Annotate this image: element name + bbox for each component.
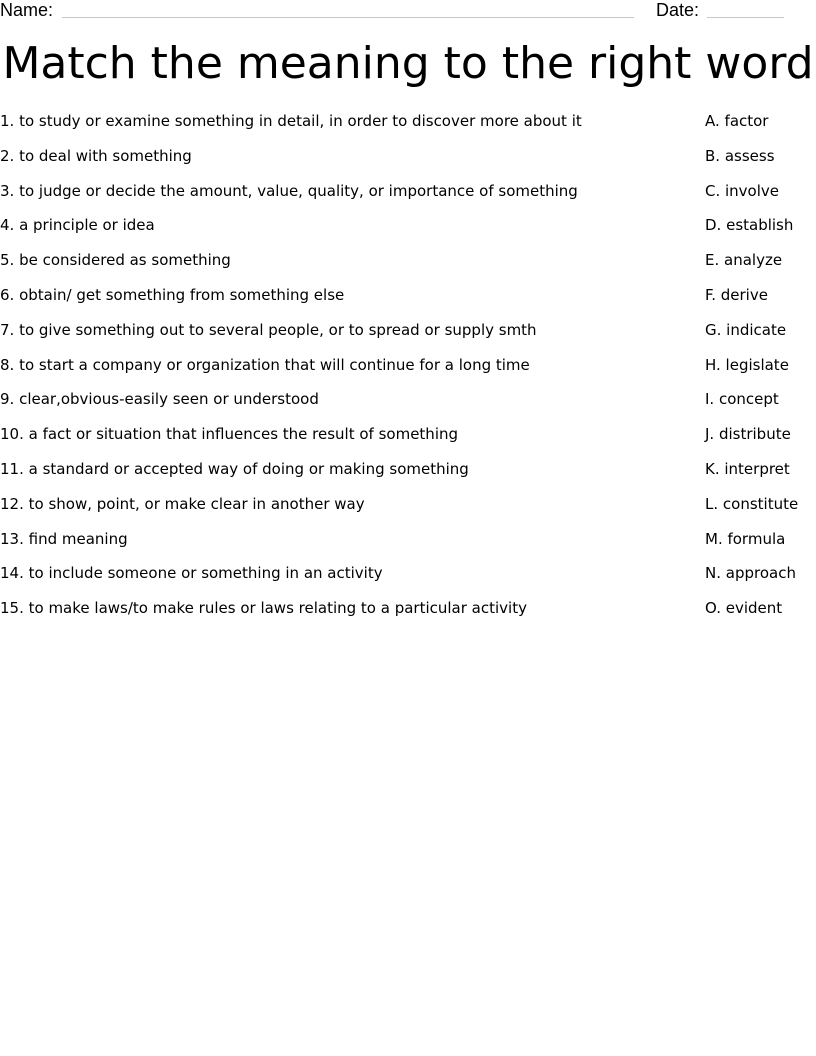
clue-item: 10. a fact or situation that influences the result of something [0,425,459,444]
worksheet-header [0,0,816,24]
date-label: Date: [656,0,700,20]
word-option: M. formula [705,529,786,548]
date-field-line[interactable] [707,17,784,18]
word-bank [705,111,816,633]
word-option: B. assess [705,146,775,165]
page-title: Match the meaning to the right word [2,38,814,89]
clue-item: 5. be considered as something [0,251,231,270]
clue-list [0,111,680,633]
clue-item: 4. a principle or idea [0,216,155,235]
clue-item: 13. find meaning [0,529,128,548]
clue-item: 8. to start a company or organization that will continue for a long time [0,355,530,374]
word-option: O. evident [705,599,783,618]
clue-item: 15. to make laws/to make rules or laws relating to a particular activity [0,599,527,618]
word-option: L. constitute [705,494,799,513]
word-option: G. indicate [705,320,787,339]
word-option: A. factor [705,112,769,130]
clue-item: 2. to deal with something [0,146,192,165]
word-option: H. legislate [705,355,789,374]
word-option: J. distribute [705,425,791,444]
word-option: N. approach [705,564,796,583]
clue-item: 6. obtain/ get something from something else [0,285,345,304]
clue-item: 1. to study or examine something in detail, in order to discover more about it [0,112,582,130]
clue-item: 14. to include someone or something in an activity [0,564,383,583]
word-option: E. analyze [705,251,783,270]
clue-item: 9. clear,obvious-easily seen or understood [0,390,319,409]
clue-item: 12. to show, point, or make clear in another way [0,494,365,513]
name-label: Name: [0,0,54,20]
clue-item: 7. to give something out to several people, or to spread or supply smth [0,320,537,339]
word-option: I. concept [705,390,779,409]
name-field-line[interactable] [62,17,634,18]
clue-item: 3. to judge or decide the amount, value, quality, or importance of something [0,181,578,200]
word-option: C. involve [705,181,780,200]
word-option: K. interpret [705,459,790,478]
word-option: D. establish [705,216,794,235]
clue-item: 11. a standard or accepted way of doing or making something [0,459,469,478]
word-option: F. derive [705,285,768,304]
